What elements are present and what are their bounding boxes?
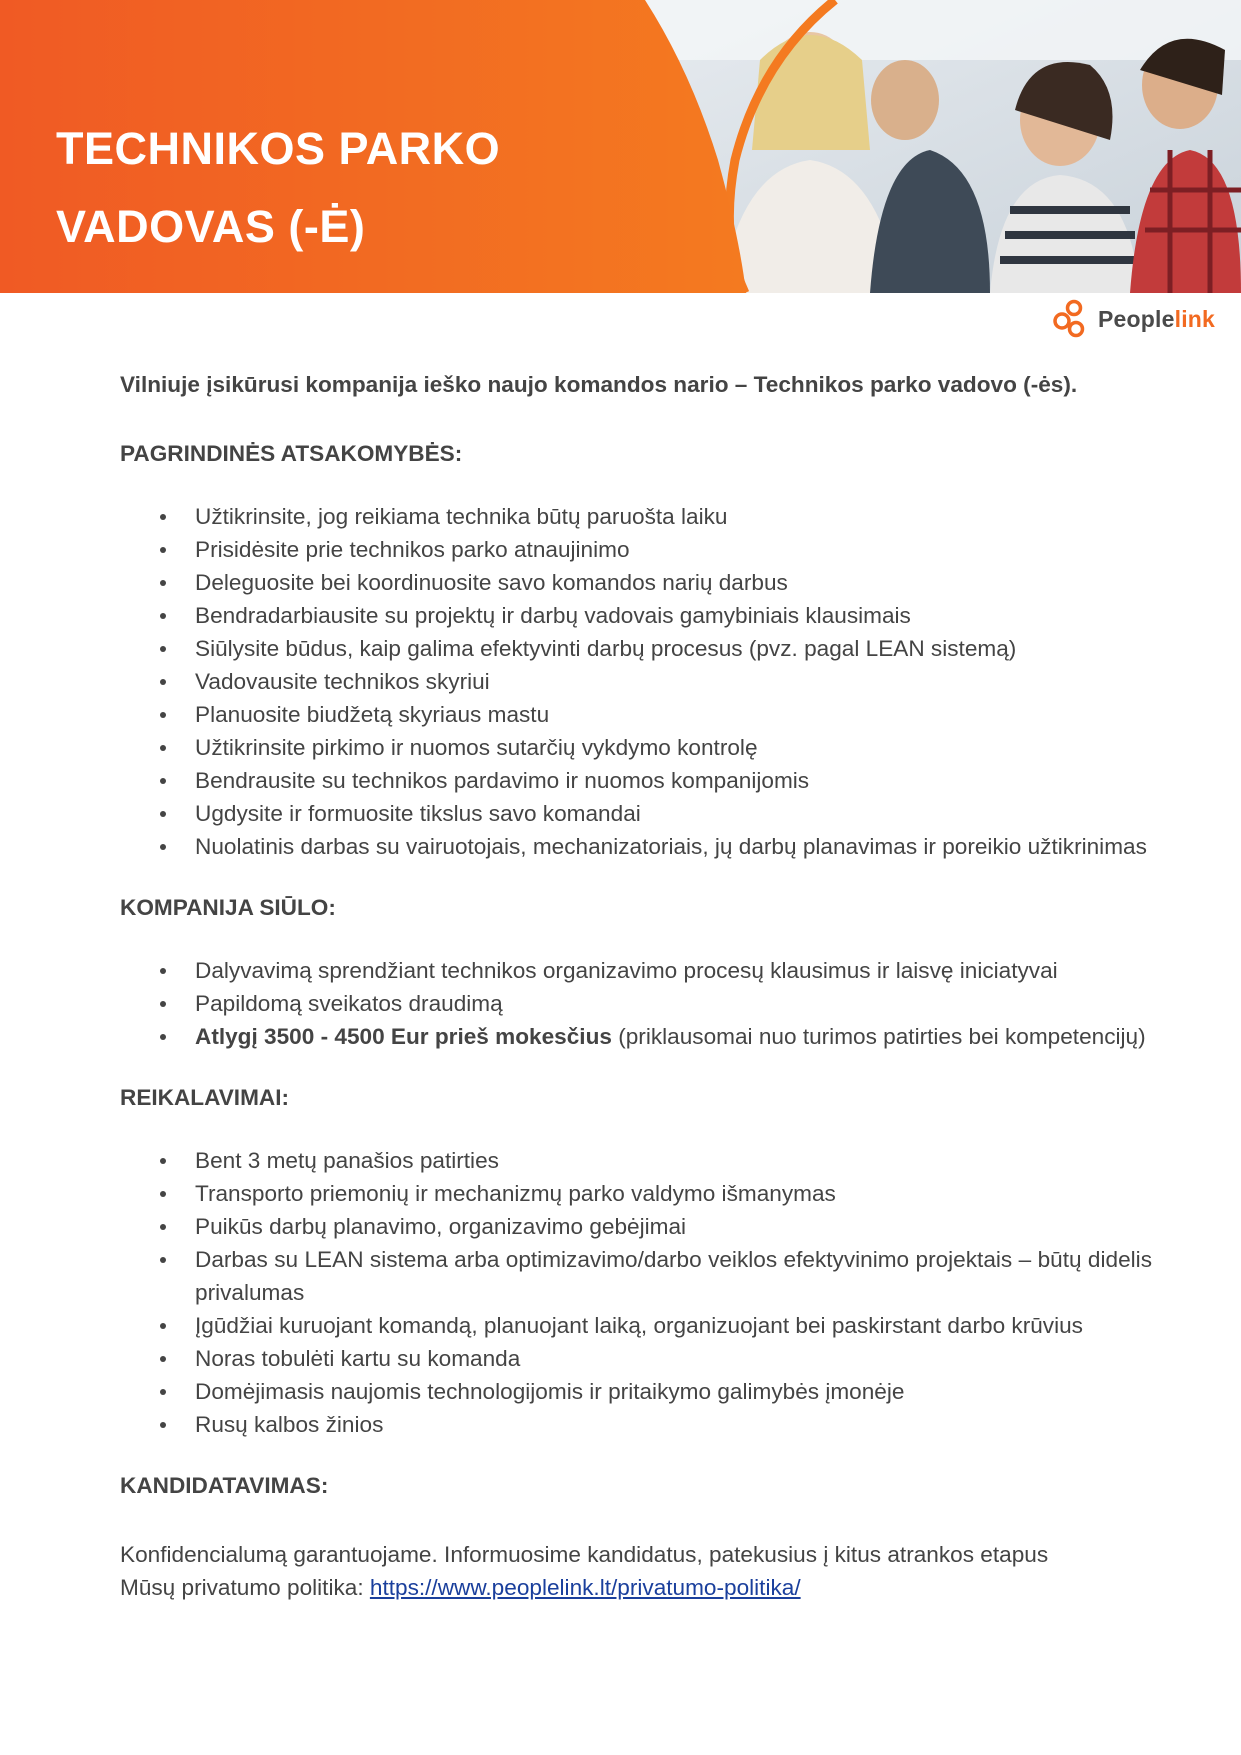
logo-text [1098,306,1215,333]
list-item: Noras tobulėti kartu su komanda [120,1342,1152,1375]
intro-text: Vilniuje įsikūrusi kompanija ieško naujo komandos nario – Technikos parko vadovo (-ės). [120,372,1078,397]
list-item: Užtikrinsite pirkimo ir nuomos sutarčių vykdymo kontrolę [120,731,1152,764]
salary-note: (priklausomai nuo turimos patirties bei kompetencijų) [611,1024,1146,1049]
list-item: Ugdysite ir formuosite tikslus savo komandai [120,797,1152,830]
list-item: Nuolatinis darbas su vairuotojais, mechanizatoriais, jų darbų planavimas ir poreikio užtikrinimas [120,830,1152,863]
list-item: Puikūs darbų planavimo, organizavimo gebėjimai [120,1210,1152,1243]
list-item: Užtikrinsite, jog reikiama technika būtų paruošta laiku [120,500,1152,533]
job-description [120,368,1152,1604]
list-item: Domėjimasis naujomis technologijomis ir pritaikymo galimybės įmonėje [120,1375,1152,1408]
requirements-heading: REIKALAVIMAI: [120,1085,290,1110]
salary-amount: Atlygį 3500 - 4500 Eur prieš mokesčius [195,1024,612,1049]
list-item: Prisidėsite prie technikos parko atnaujinimo [120,533,1152,566]
logo-text-link: link [1174,305,1216,332]
list-item: Transporto priemonių ir mechanizmų parko valdymo išmanymas [120,1177,1152,1210]
privacy-policy-line [120,1571,1152,1604]
responsibilities-heading: PAGRINDINĖS ATSAKOMYBĖS: [120,441,463,466]
list-item: Vadovausite technikos skyriui [120,665,1152,698]
list-item: Rusų kalbos žinios [120,1408,1152,1441]
list-item: Siūlysite būdus, kaip galima efektyvinti darbų procesus (pvz. pagal LEAN sistemą) [120,632,1152,665]
logo-text-people: People [1098,305,1175,332]
offer-list [120,954,1152,1053]
list-item: Bent 3 metų panašios patirties [120,1144,1152,1177]
privacy-policy-link[interactable]: https://www.peoplelink.lt/privatumo-politika/ [369,1575,801,1600]
offer-heading: KOMPANIJA SIŪLO: [120,895,336,920]
page-title [56,110,500,266]
list-item: Planuosite biudžetą skyriaus mastu [120,698,1152,731]
header-banner [0,0,1241,293]
page-title-line-2: VADOVAS (-Ė) [56,201,366,252]
list-item: Bendrausite su technikos pardavimo ir nuomos kompanijomis [120,764,1152,797]
page-title-line-1: TECHNIKOS PARKO [56,123,501,174]
responsibilities-list [120,500,1152,863]
list-item: Įgūdžiai kuruojant komandą, planuojant laiką, organizuojant bei paskirstant darbo krūvius [120,1309,1152,1342]
peoplelink-logo-icon [1050,299,1088,339]
salary-item [120,1020,1152,1053]
application-heading: KANDIDATAVIMAS: [120,1473,329,1498]
list-item: Deleguosite bei koordinuosite savo komandos narių darbus [120,566,1152,599]
list-item: Bendradarbiausite su projektų ir darbų vadovais gamybiniais klausimais [120,599,1152,632]
list-item: Papildomą sveikatos draudimą [120,987,1152,1020]
list-item: Darbas su LEAN sistema arba optimizavimo/darbo veiklos efektyvinimo projektais – būtų didelis privalumas [120,1243,1152,1309]
privacy-policy-label: Mūsų privatumo politika: [120,1575,370,1600]
peoplelink-logo [1050,298,1215,340]
application-text: Konfidencialumą garantuojame. Informuosime kandidatus, patekusius į kitus atrankos etapus [120,1542,1049,1567]
requirements-list [120,1144,1152,1441]
list-item: Dalyvavimą sprendžiant technikos organizavimo procesų klausimus ir laisvę iniciatyvai [120,954,1152,987]
